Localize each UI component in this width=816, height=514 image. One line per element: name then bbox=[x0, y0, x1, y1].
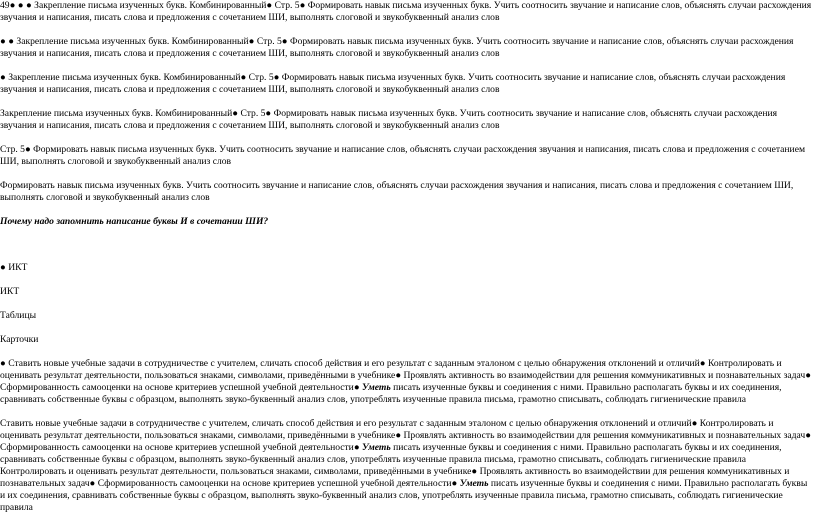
paragraph-6: Формировать навык письма изученных букв. Учить соотносить звучание и написание слов, объяснять случаи расхождения звучания и написания, писать слова и предложения с сочетанием ШИ, выполнять слоговой и звукобуквенный анализ слов bbox=[0, 180, 794, 203]
competencies-paragraph-1 bbox=[0, 358, 812, 406]
text-segment: Ставить новые учебные задачи в сотрудничестве с учителем, сличать способ действия и его результат с заданным эталоном с целью обнаружения отклонений и отличий● Контролировать и оценивать результат деятельности, пользоваться знаками, символами, приведёнными в учебнике● Проявлять активность во взаимодействии для решения коммуникативных и познавательных задач● Сформированность самооценки на основе критериев успешной учебной деятельности● bbox=[0, 418, 812, 453]
bold-keyword: Уметь bbox=[362, 382, 391, 393]
text-segment: писать изученные буквы и соединения с ними. Правильно располагать буквы и их соединения, сравнивать собственные буквы с образцом, выполнять звуко-буквенный анализ слов, употреблять изученные правила письма, грамотно списывать, соблюдать гигиенические правила bbox=[0, 382, 782, 405]
list-item-cards: Карточки bbox=[0, 334, 39, 345]
paragraph-1: 49● ● ● Закрепление письма изученных букв. Комбинированный● Стр. 5● Формировать навык письма изученных букв. Учить соотносить звучание и написание слов, объяснять случаи расхождения звучания и написания, писать слова и предложения с сочетанием ШИ, выполнять слоговой и звукобуквенный анализ слов bbox=[0, 0, 812, 23]
competencies-paragraph-3 bbox=[0, 466, 812, 514]
competencies-paragraph-2 bbox=[0, 418, 812, 466]
list-item-ikt-bullet: ● ИКТ bbox=[0, 262, 28, 273]
paragraph-2: ● ● Закрепление письма изученных букв. Комбинированный● Стр. 5● Формировать навык письма изученных букв. Учить соотносить звучание и написание слов, объяснять случаи расхождения звучания и написания, писать слова и предложения с сочетанием ШИ, выполнять слоговой и звукобуквенный анализ слов bbox=[0, 36, 794, 59]
text-segment: ● Ставить новые учебные задачи в сотрудничестве с учителем, сличать способ действия и его результат с заданным эталоном с целью обнаружения отклонений и отличий● Контролировать и оценивать результат деятельности, пользоваться знаками, символами, приведёнными в учебнике● Проявлять активность во взаимодействии для решения коммуникативных и познавательных задач● Сформированность самооценки на основе критериев успешной учебной деятельности● bbox=[0, 358, 812, 393]
text-segment: писать изученные буквы и соединения с ними. Правильно располагать буквы и их соединения, сравнивать собственные буквы с образцом, выполнять звуко-буквенный анализ слов, употреблять изученные правила письма, грамотно списывать, соблюдать гигиенические правила bbox=[0, 442, 782, 465]
paragraph-5: Стр. 5● Формировать навык письма изученных букв. Учить соотносить звучание и написание слов, объяснять случаи расхождения звучания и написания, писать слова и предложения с сочетанием ШИ, выполнять слоговой и звукобуквенный анализ слов bbox=[0, 144, 806, 167]
text-segment: Контролировать и оценивать результат деятельности, пользоваться знаками, символами, приведёнными в учебнике● Проявлять активность во взаимодействии для решения коммуникативных и познавательных задач● Сформированность самооценки на основе критериев успешной учебной деятельности● bbox=[0, 466, 790, 489]
question-heading: Почему надо запомнить написание буквы И в сочетании ШИ? bbox=[0, 216, 269, 227]
paragraph-4: Закрепление письма изученных букв. Комбинированный● Стр. 5● Формировать навык письма изученных букв. Учить соотносить звучание и написание слов, объяснять случаи расхождения звучания и написания, писать слова и предложения с сочетанием ШИ, выполнять слоговой и звукобуквенный анализ слов bbox=[0, 108, 778, 131]
bold-keyword: Уметь bbox=[459, 478, 489, 489]
paragraph-3: ● Закрепление письма изученных букв. Комбинированный● Стр. 5● Формировать навык письма изученных букв. Учить соотносить звучание и написание слов, объяснять случаи расхождения звучания и написания, писать слова и предложения с сочетанием ШИ, выполнять слоговой и звукобуквенный анализ слов bbox=[0, 72, 786, 95]
list-item-tables: Таблицы bbox=[0, 310, 37, 321]
list-item-ikt: ИКТ bbox=[0, 286, 20, 297]
bold-keyword: Уметь bbox=[362, 442, 391, 453]
text-segment: писать изученные буквы и соединения с ними. Правильно располагать буквы и их соединения, сравнивать собственные буквы с образцом, выполнять звуко-буквенный анализ слов, употреблять изученные правила письма, грамотно списывать, соблюдать гигиенические правила bbox=[0, 478, 808, 513]
